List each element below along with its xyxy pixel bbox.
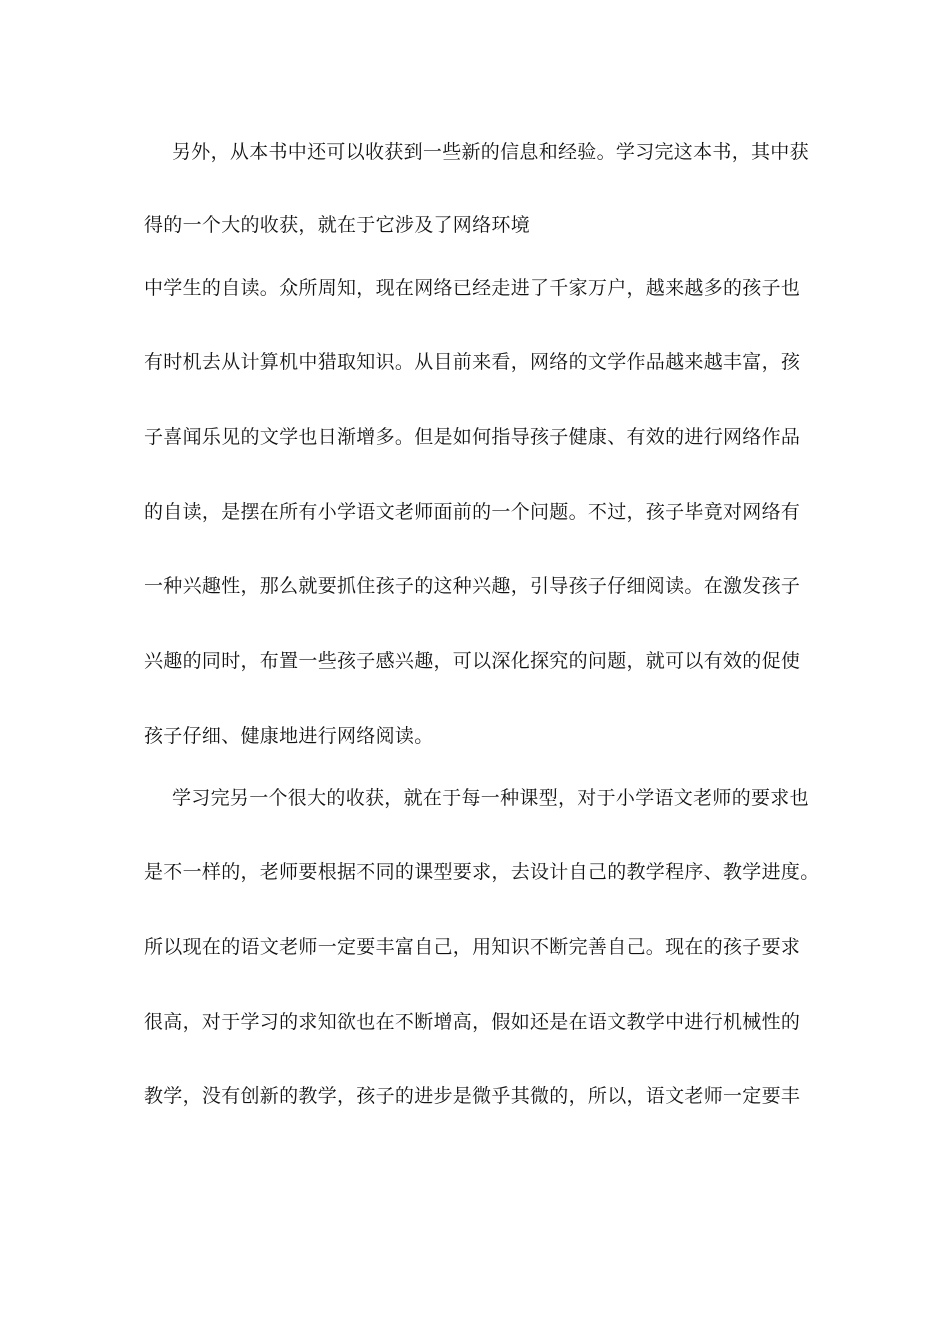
text-line: 有时机去从计算机中猎取知识。从目前来看，网络的文学作品越来越丰富，孩 bbox=[144, 351, 801, 373]
text-line: 教学，没有创新的教学，孩子的进步是微乎其微的，所以，语文老师一定要丰 bbox=[144, 1085, 801, 1107]
text-line: 学习完另一个很大的收获，就在于每一种课型，对于小学语文老师的要求也 bbox=[172, 787, 809, 809]
text-line: 孩子仔细、健康地进行网络阅读。 bbox=[144, 725, 434, 747]
text-line: 是不一样的，老师要根据不同的课型要求，去设计自己的教学程序、教学进度。 bbox=[144, 861, 820, 883]
text-line: 得的一个大的收获，就在于它涉及了网络环境 bbox=[144, 214, 531, 236]
text-line: 的自读，是摆在所有小学语文老师面前的一个问题。不过，孩子毕竟对网络有 bbox=[144, 501, 801, 523]
text-line: 中学生的自读。众所周知，现在网络已经走进了千家万户，越来越多的孩子也 bbox=[144, 277, 801, 299]
text-line: 一种兴趣性，那么就要抓住孩子的这种兴趣，引导孩子仔细阅读。在激发孩子 bbox=[144, 575, 801, 597]
text-line: 另外，从本书中还可以收获到一些新的信息和经验。学习完这本书，其中获 bbox=[172, 141, 809, 163]
text-line: 很高，对于学习的求知欲也在不断增高，假如还是在语文教学中进行机械性的 bbox=[144, 1011, 801, 1033]
text-line: 兴趣的同时，布置一些孩子感兴趣，可以深化探究的问题，就可以有效的促使 bbox=[144, 650, 801, 672]
text-line: 所以现在的语文老师一定要丰富自己，用知识不断完善自己。现在的孩子要求 bbox=[144, 936, 801, 958]
text-line: 子喜闻乐见的文学也日渐增多。但是如何指导孩子健康、有效的进行网络作品 bbox=[144, 426, 801, 448]
